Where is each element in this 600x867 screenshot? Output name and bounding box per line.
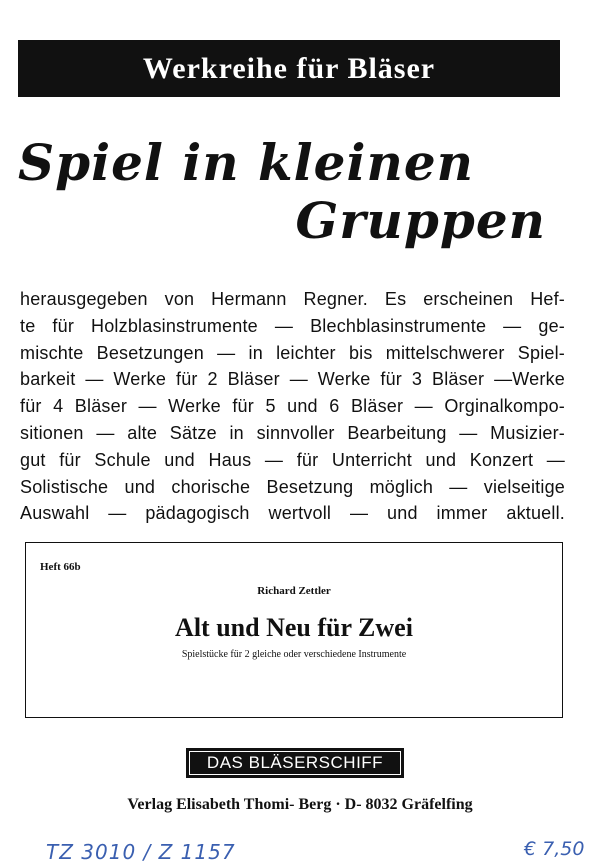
author-name: Richard Zettler bbox=[257, 585, 331, 597]
description bbox=[20, 286, 565, 527]
work-title: Alt und Neu für Zwei bbox=[175, 613, 413, 642]
main-title-line-1: Spiel in kleinen bbox=[18, 133, 474, 192]
description-line: gut für Schule und Haus — für Unterricht und Konzert — bbox=[20, 449, 565, 470]
heft-number: Heft 66b bbox=[40, 561, 81, 573]
description-line: barkeit — Werke für 2 Bläser — Werke für 3 Bläser —Werke bbox=[20, 369, 565, 390]
handwritten-price: € 7,50 bbox=[524, 838, 585, 860]
description-line: herausgegeben von Hermann Regner. Es erscheinen Hef- bbox=[20, 289, 565, 309]
description-line: sitionen — alte Sätze in sinnvoller Bearbeitung — Musizier- bbox=[20, 422, 565, 443]
description-line: te für Holzblasinstrumente — Blechblasinstrumente — ge- bbox=[20, 315, 565, 336]
series-label: DAS BLÄSERSCHIFF bbox=[186, 748, 404, 778]
main-title-line-2: Gruppen bbox=[295, 191, 546, 250]
work-subtitle: Spielstücke für 2 gleiche oder verschiedene Instrumente bbox=[181, 649, 407, 660]
edition-box bbox=[25, 542, 563, 718]
handwritten-code: TZ 3010 / Z 1157 bbox=[46, 840, 236, 864]
publisher-line: Verlag Elisabeth Thomi- Berg · D- 8032 Gräfelfing bbox=[127, 796, 473, 813]
description-line: Solistische und chorische Besetzung möglich — vielseitige bbox=[20, 476, 565, 497]
description-line: für 4 Bläser — Werke für 5 und 6 Bläser — Orginalkompo- bbox=[20, 396, 565, 417]
description-line: mischte Besetzungen — in leichter bis mittelschwerer Spiel- bbox=[20, 342, 565, 363]
series-banner: Werkreihe für Bläser bbox=[18, 40, 560, 97]
description-line: Auswahl — pädagogisch wertvoll — und immer aktuell. bbox=[20, 503, 565, 524]
